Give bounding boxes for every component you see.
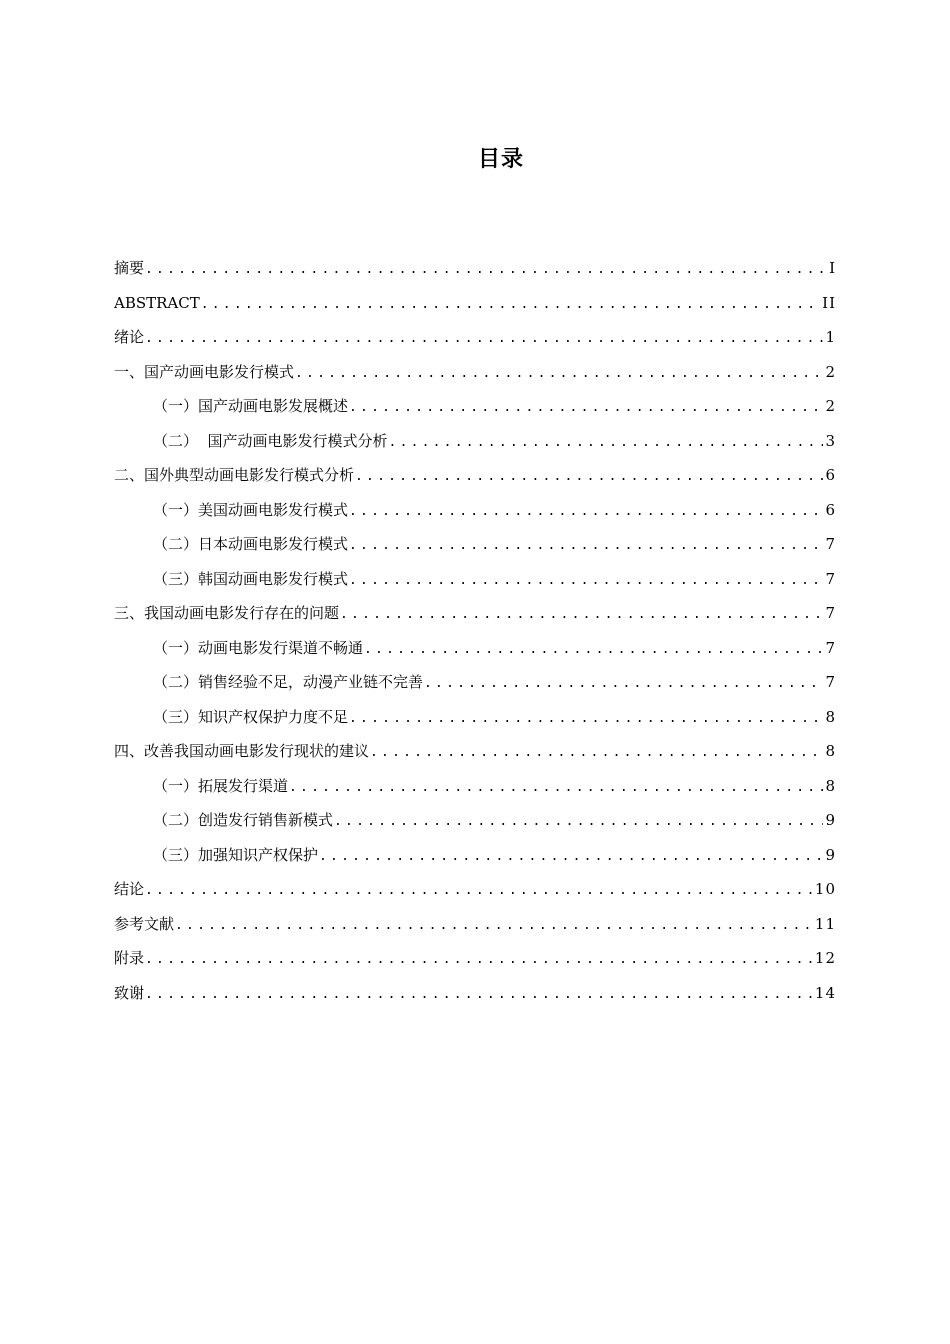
toc-entry[interactable] xyxy=(114,941,836,976)
toc-entry[interactable] xyxy=(114,355,836,390)
toc-entry-label: （二）日本动画电影发行模式 xyxy=(153,535,349,553)
toc-dot-leader xyxy=(348,391,823,424)
toc-entry-label: 附录 xyxy=(114,949,145,967)
table-of-contents xyxy=(114,251,836,1010)
toc-entry[interactable] xyxy=(114,769,836,804)
toc-entry[interactable] xyxy=(114,803,836,838)
toc-entry[interactable] xyxy=(114,838,836,873)
toc-entry-page: 7 xyxy=(825,569,836,588)
toc-entry-label: （一）美国动画电影发行模式 xyxy=(153,500,349,519)
toc-entry-page: 6 xyxy=(825,500,836,519)
toc-entry-label: （二）销售经验不足，动漫产业链不完善 xyxy=(153,673,424,691)
toc-entry-page: 8 xyxy=(825,742,836,760)
toc-entry-label: （三）知识产权保护力度不足 xyxy=(153,707,349,726)
toc-dot-leader xyxy=(369,736,823,769)
toc-dot-leader xyxy=(294,357,823,390)
toc-entry[interactable] xyxy=(114,458,836,493)
toc-entry-label: 结论 xyxy=(114,880,145,898)
toc-dot-leader xyxy=(288,771,823,804)
toc-dot-leader xyxy=(423,667,823,700)
toc-entry[interactable] xyxy=(114,424,836,459)
toc-entry-label: （三）加强知识产权保护 xyxy=(153,845,319,864)
toc-entry[interactable] xyxy=(114,389,836,424)
toc-entry-page: 3 xyxy=(825,431,836,450)
toc-entry-label: （二） 国产动画电影发行模式分析 xyxy=(153,431,388,450)
page-title: 目录 xyxy=(477,147,524,172)
toc-entry-label: （三）韩国动画电影发行模式 xyxy=(153,569,349,588)
toc-dot-leader xyxy=(318,840,823,873)
toc-entry[interactable] xyxy=(114,907,836,942)
toc-entry[interactable] xyxy=(114,251,836,286)
toc-dot-leader xyxy=(388,426,824,459)
toc-entry-page: I xyxy=(829,259,836,277)
toc-entry-page: 2 xyxy=(825,397,836,415)
toc-dot-leader xyxy=(144,978,813,1011)
toc-entry[interactable] xyxy=(114,665,836,700)
toc-entry[interactable] xyxy=(114,527,836,562)
toc-entry-label: （一）拓展发行渠道 xyxy=(153,776,289,795)
toc-dot-leader xyxy=(354,460,823,493)
toc-dot-leader xyxy=(348,495,823,528)
toc-entry-page: 12 xyxy=(814,949,836,967)
toc-entry[interactable] xyxy=(114,320,836,355)
toc-entry[interactable] xyxy=(114,700,836,735)
toc-entry[interactable] xyxy=(114,493,836,528)
toc-entry-page: 7 xyxy=(825,638,836,657)
toc-entry-page: II xyxy=(822,293,836,312)
toc-dot-leader xyxy=(144,253,827,286)
toc-entry-page: 8 xyxy=(825,776,836,795)
toc-entry-label: ABSTRACT xyxy=(114,293,200,312)
toc-entry[interactable] xyxy=(114,631,836,666)
toc-dot-leader xyxy=(348,529,823,562)
toc-dot-leader xyxy=(348,564,823,597)
toc-dot-leader xyxy=(363,633,823,666)
toc-entry[interactable] xyxy=(114,562,836,597)
toc-entry[interactable] xyxy=(114,286,836,321)
toc-entry-page: 2 xyxy=(825,362,836,381)
toc-entry-label: （二）创造发行销售新模式 xyxy=(153,811,334,829)
toc-entry-label: 三、我国动画电影发行存在的问题 xyxy=(114,604,340,622)
toc-dot-leader xyxy=(348,702,823,735)
toc-entry[interactable] xyxy=(114,976,836,1011)
toc-dot-leader xyxy=(144,322,823,355)
toc-entry-page: 1 xyxy=(825,328,836,346)
toc-entry-page: 9 xyxy=(825,811,836,829)
toc-entry-page: 7 xyxy=(825,604,836,622)
toc-entry-label: 一、国产动画电影发行模式 xyxy=(114,362,295,381)
toc-entry-label: 四、改善我国动画电影发行现状的建议 xyxy=(114,742,370,760)
toc-entry-page: 6 xyxy=(825,466,836,484)
toc-entry-label: 二、国外典型动画电影发行模式分析 xyxy=(114,466,355,484)
toc-entry-label: 参考文献 xyxy=(114,914,175,933)
toc-entry[interactable] xyxy=(114,872,836,907)
toc-dot-leader xyxy=(144,874,813,907)
toc-dot-leader xyxy=(144,943,813,976)
toc-entry-page: 9 xyxy=(825,845,836,864)
toc-dot-leader xyxy=(333,805,823,838)
toc-entry-label: 绪论 xyxy=(114,328,145,346)
toc-entry[interactable] xyxy=(114,596,836,631)
toc-entry-page: 10 xyxy=(814,880,836,898)
toc-entry[interactable] xyxy=(114,734,836,769)
toc-dot-leader xyxy=(200,288,820,321)
toc-entry-page: 8 xyxy=(825,707,836,726)
toc-dot-leader xyxy=(174,909,813,942)
toc-entry-page: 14 xyxy=(814,983,836,1002)
toc-entry-page: 7 xyxy=(825,673,836,691)
toc-entry-label: 致谢 xyxy=(114,983,145,1002)
toc-entry-page: 7 xyxy=(825,535,836,553)
toc-entry-label: （一）国产动画电影发展概述 xyxy=(153,397,349,415)
toc-dot-leader xyxy=(339,598,823,631)
toc-entry-label: （一）动画电影发行渠道不畅通 xyxy=(153,638,364,657)
toc-entry-page: 11 xyxy=(814,914,836,933)
toc-entry-label: 摘要 xyxy=(114,259,145,277)
